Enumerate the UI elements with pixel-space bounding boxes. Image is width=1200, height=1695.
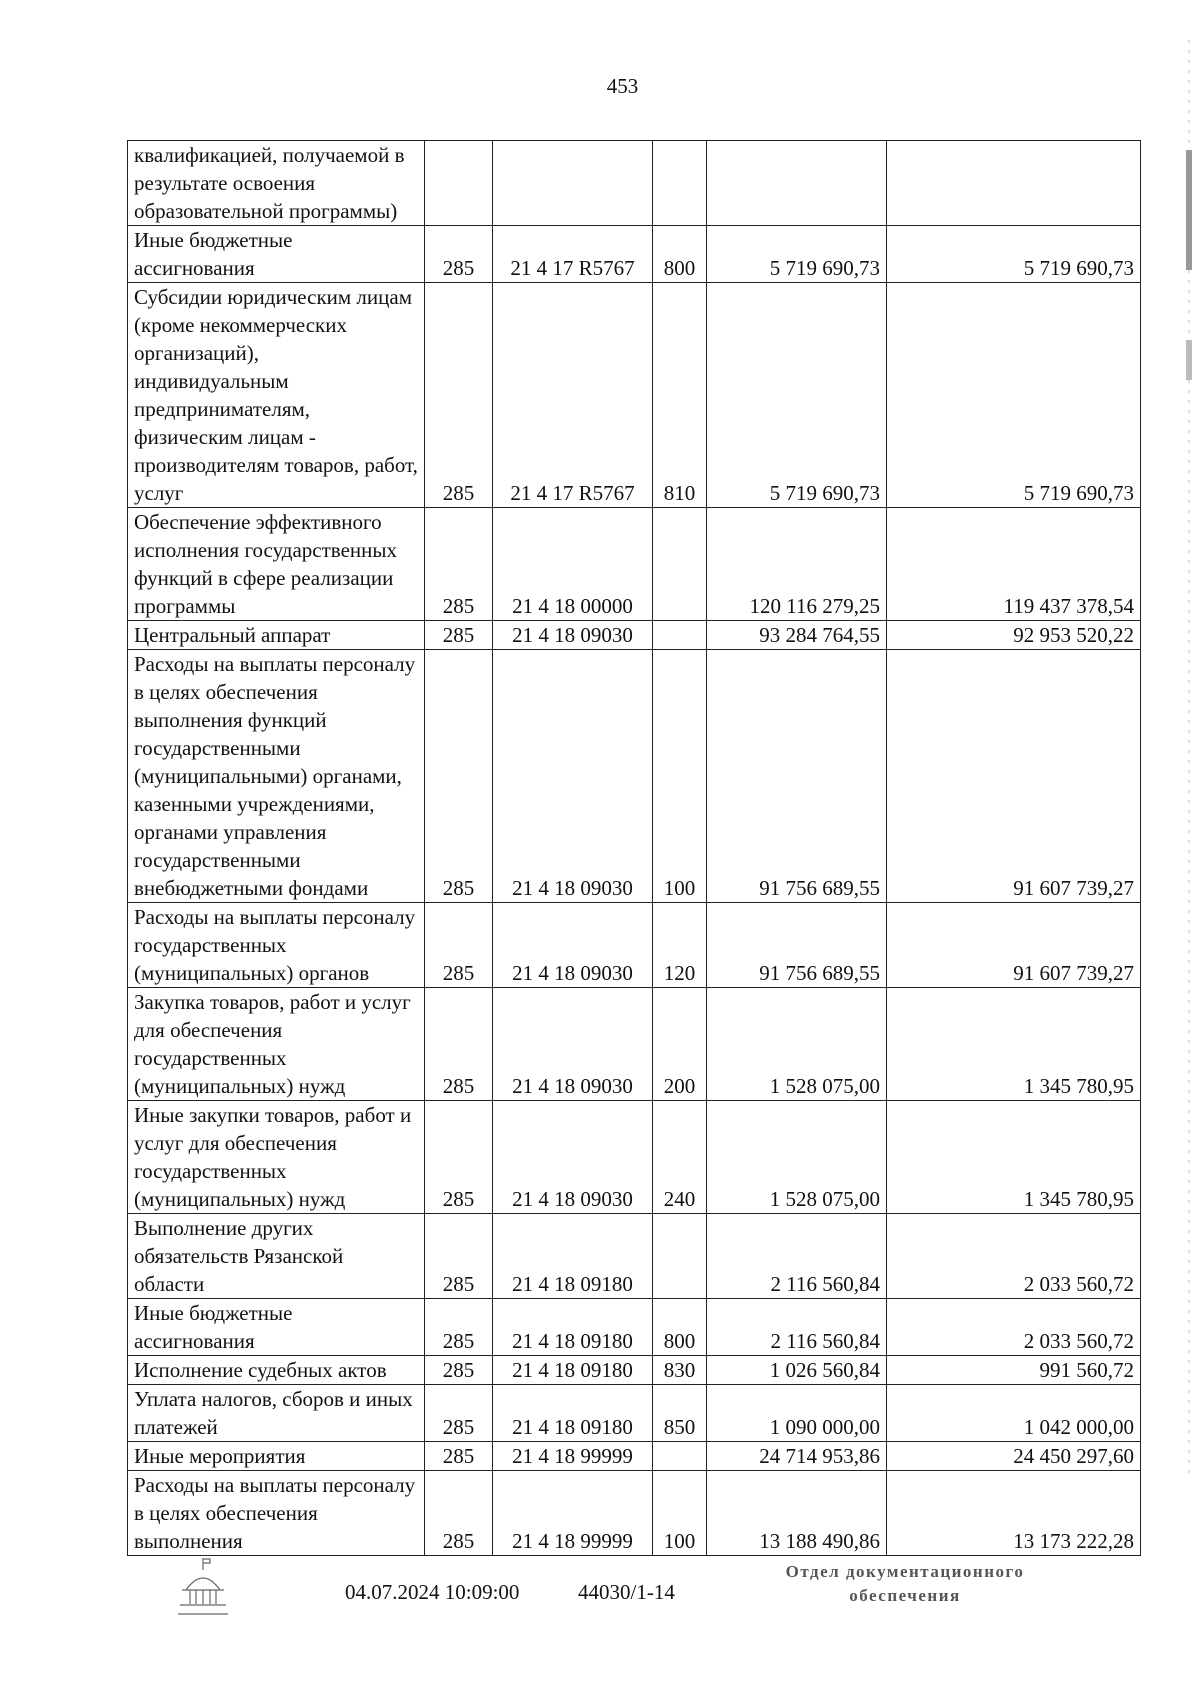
- row-ved-code: 285: [425, 283, 493, 508]
- row-ved-code: [425, 141, 493, 226]
- row-name: Уплата налогов, сборов и иных платежей: [128, 1385, 425, 1442]
- table-row: [128, 141, 1141, 226]
- row-expense-type: 100: [653, 650, 707, 903]
- row-sum-planned: 13 188 490,86: [707, 1471, 887, 1556]
- row-sum-planned: 5 719 690,73: [707, 226, 887, 283]
- table-row: [128, 1471, 1141, 1556]
- row-sum-planned: 5 719 690,73: [707, 283, 887, 508]
- row-target-code: 21 4 18 09030: [493, 650, 653, 903]
- table-row: [128, 621, 1141, 650]
- stamp-line-1: Отдел документационного: [785, 1562, 1025, 1581]
- row-sum-executed: 91 607 739,27: [887, 650, 1141, 903]
- table-row: [128, 1214, 1141, 1299]
- footer-datetime: 04.07.2024 10:09:00: [345, 1580, 520, 1604]
- row-expense-type: [653, 508, 707, 621]
- stamp-line-2: обеспечения: [849, 1586, 961, 1605]
- row-name: Иные бюджетные ассигнования: [128, 1299, 425, 1356]
- row-sum-planned: 1 090 000,00: [707, 1385, 887, 1442]
- row-ved-code: 285: [425, 1299, 493, 1356]
- row-name: квалификацией, получаемой в результате освоения образовательной программы): [128, 141, 425, 226]
- row-sum-planned: 1 026 560,84: [707, 1356, 887, 1385]
- row-sum-planned: 91 756 689,55: [707, 650, 887, 903]
- row-sum-planned: 91 756 689,55: [707, 903, 887, 988]
- row-expense-type: 240: [653, 1101, 707, 1214]
- row-expense-type: 830: [653, 1356, 707, 1385]
- row-sum-executed: [887, 141, 1141, 226]
- row-expense-type: [653, 1442, 707, 1471]
- table-row: [128, 1356, 1141, 1385]
- row-expense-type: 100: [653, 1471, 707, 1556]
- row-name: Иные мероприятия: [128, 1442, 425, 1471]
- row-ved-code: 285: [425, 988, 493, 1101]
- row-sum-planned: 2 116 560,84: [707, 1299, 887, 1356]
- row-sum-planned: 93 284 764,55: [707, 621, 887, 650]
- row-target-code: 21 4 18 09030: [493, 1101, 653, 1214]
- row-sum-executed: 2 033 560,72: [887, 1214, 1141, 1299]
- row-target-code: 21 4 18 99999: [493, 1471, 653, 1556]
- row-target-code: 21 4 18 09030: [493, 988, 653, 1101]
- table-row: [128, 1442, 1141, 1471]
- row-name: Закупка товаров, работ и услуг для обеспечения государственных (муниципальных) нужд: [128, 988, 425, 1101]
- row-target-code: 21 4 18 00000: [493, 508, 653, 621]
- scan-edge-artifact: [1184, 0, 1194, 1695]
- row-expense-type: [653, 1214, 707, 1299]
- table-row: [128, 988, 1141, 1101]
- row-name: Обеспечение эффективного исполнения государственных функций в сфере реализации программы: [128, 508, 425, 621]
- row-ved-code: 285: [425, 508, 493, 621]
- row-expense-type: 800: [653, 1299, 707, 1356]
- row-sum-executed: 1 345 780,95: [887, 988, 1141, 1101]
- row-sum-executed: 1 042 000,00: [887, 1385, 1141, 1442]
- row-ved-code: 285: [425, 226, 493, 283]
- row-sum-planned: [707, 141, 887, 226]
- table-row: [128, 508, 1141, 621]
- row-name: Выполнение других обязательств Рязанской области: [128, 1214, 425, 1299]
- row-expense-type: 800: [653, 226, 707, 283]
- table-row: [128, 1101, 1141, 1214]
- row-name: Исполнение судебных актов: [128, 1356, 425, 1385]
- row-name: Расходы на выплаты персоналу государственных (муниципальных) органов: [128, 903, 425, 988]
- row-ved-code: 285: [425, 650, 493, 903]
- table-row: [128, 650, 1141, 903]
- row-sum-planned: 2 116 560,84: [707, 1214, 887, 1299]
- row-expense-type: 810: [653, 283, 707, 508]
- row-target-code: 21 4 18 99999: [493, 1442, 653, 1471]
- row-sum-executed: 2 033 560,72: [887, 1299, 1141, 1356]
- row-sum-executed: 5 719 690,73: [887, 283, 1141, 508]
- page-number: 453: [606, 74, 639, 98]
- row-sum-executed: 13 173 222,28: [887, 1471, 1141, 1556]
- row-expense-type: [653, 141, 707, 226]
- row-target-code: [493, 141, 653, 226]
- table-row: [128, 903, 1141, 988]
- row-ved-code: 285: [425, 903, 493, 988]
- row-expense-type: 200: [653, 988, 707, 1101]
- row-name: Иные бюджетные ассигнования: [128, 226, 425, 283]
- footer-doc-code: 44030/1-14: [578, 1580, 675, 1604]
- row-target-code: 21 4 18 09030: [493, 621, 653, 650]
- row-ved-code: 285: [425, 1442, 493, 1471]
- row-target-code: 21 4 18 09180: [493, 1356, 653, 1385]
- row-target-code: 21 4 17 R5767: [493, 226, 653, 283]
- row-ved-code: 285: [425, 621, 493, 650]
- department-stamp: [770, 1560, 1040, 1608]
- row-target-code: 21 4 18 09180: [493, 1299, 653, 1356]
- budget-table: [127, 140, 1141, 1556]
- table-row: [128, 226, 1141, 283]
- row-name: Центральный аппарат: [128, 621, 425, 650]
- row-target-code: 21 4 17 R5767: [493, 283, 653, 508]
- row-sum-executed: 92 953 520,22: [887, 621, 1141, 650]
- row-expense-type: [653, 621, 707, 650]
- row-ved-code: 285: [425, 1356, 493, 1385]
- row-ved-code: 285: [425, 1101, 493, 1214]
- row-target-code: 21 4 18 09180: [493, 1385, 653, 1442]
- row-name: Расходы на выплаты персоналу в целях обеспечения выполнения функций государственными (муниципальными) органами, казенными учреждениями, органами управления государственными внебюджетными фондами: [128, 650, 425, 903]
- row-sum-executed: 991 560,72: [887, 1356, 1141, 1385]
- row-target-code: 21 4 18 09180: [493, 1214, 653, 1299]
- row-sum-executed: 5 719 690,73: [887, 226, 1141, 283]
- row-sum-planned: 24 714 953,86: [707, 1442, 887, 1471]
- row-target-code: 21 4 18 09030: [493, 903, 653, 988]
- row-name: Расходы на выплаты персоналу в целях обеспечения выполнения: [128, 1471, 425, 1556]
- row-ved-code: 285: [425, 1214, 493, 1299]
- table-row: [128, 283, 1141, 508]
- row-sum-planned: 1 528 075,00: [707, 1101, 887, 1214]
- row-sum-executed: 1 345 780,95: [887, 1101, 1141, 1214]
- row-name: Иные закупки товаров, работ и услуг для обеспечения государственных (муниципальных) нужд: [128, 1101, 425, 1214]
- row-ved-code: 285: [425, 1471, 493, 1556]
- row-sum-planned: 1 528 075,00: [707, 988, 887, 1101]
- row-sum-planned: 120 116 279,25: [707, 508, 887, 621]
- row-name: Субсидии юридическим лицам (кроме некоммерческих организаций), индивидуальным предпринимателям, физическим лицам - производителям товаров, работ, услуг: [128, 283, 425, 508]
- row-ved-code: 285: [425, 1385, 493, 1442]
- row-expense-type: 120: [653, 903, 707, 988]
- duma-emblem-icon: [172, 1556, 234, 1618]
- table-row: [128, 1299, 1141, 1356]
- table-row: [128, 1385, 1141, 1442]
- row-sum-executed: 119 437 378,54: [887, 508, 1141, 621]
- row-sum-executed: 24 450 297,60: [887, 1442, 1141, 1471]
- row-expense-type: 850: [653, 1385, 707, 1442]
- row-sum-executed: 91 607 739,27: [887, 903, 1141, 988]
